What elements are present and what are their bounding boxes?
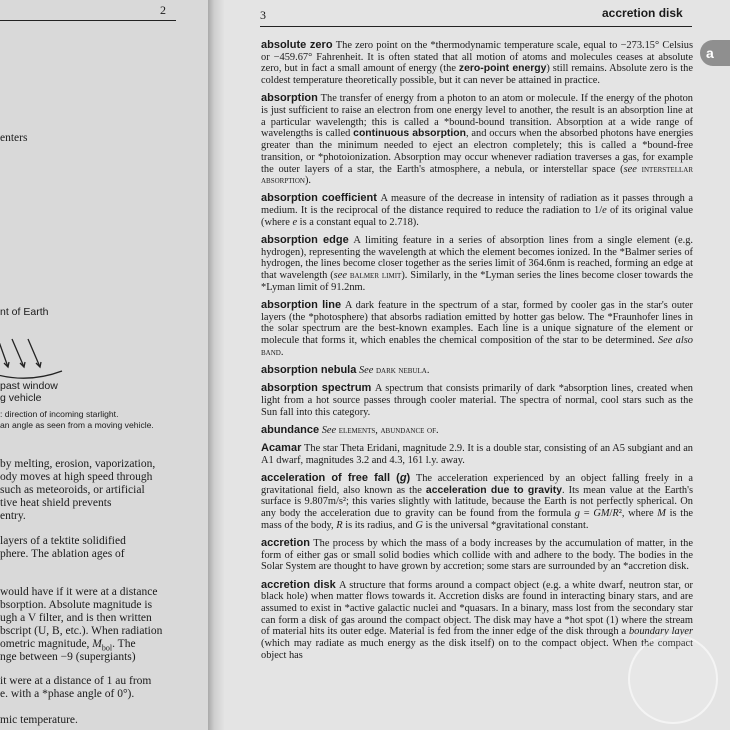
entry-absorption [261,93,693,187]
left-page-number: 2 [160,3,166,17]
left-header-rule [0,20,176,21]
entry-abundance [261,425,693,437]
left-page [0,0,208,730]
entry-definition: The transfer of energy from a photon to an atom or molecule. If the energy of the photon is just sufficient to raise an electron from one energy level to another, the result is an absorption line at a particular wavelength; this is called a *bound-bound transition. Absorption at a wide range of wavelengths is called continuous absorption, and occurs when the absorbed photons have energies greater than the minimum needed to eject an electron completely; this is called a *bound-free transition, or *photoionization. Absorption may occur whenever radiation traverses a gas, for example the outer layers of a star, the Earth's atmosphere, a nebula, or interstellar space (see interstellar absorption). [261,93,693,187]
entry-headword: accretion disk [261,578,336,591]
left-text-line: ody moves at high speed through [0,471,153,483]
entry-absorption-edge [261,235,693,294]
entry-definition: A structure that forms around a compact object (e.g. a white dwarf, neutron star, or black hole) when matter flows towards it. Accretion disks are found in interacting binary stars, and are assumed to exist in *active galactic nuclei and *quasars. In a binary, mass lost from the secondary star can form a disk of gas around the compact object. The disk may have a *hot spot (1) where the stream of material hits its outer edge. Material is fed from the inner edge of the disk through a boundary layer (which may radiate as much energy as the disk itself) on to the compact object. When the compact object has [261,579,694,661]
entry-absorption-coefficient [261,193,693,228]
entry-headword: absorption edge [261,234,349,247]
left-text-line: : direction of incoming starlight. [0,409,119,419]
left-text-line: bscript (U, B, etc.). When radiation [0,625,163,637]
left-text-line: nge between −9 (supergiants) [0,651,136,663]
entry-definition: A measure of the decrease in intensity of radiation as it passes through a medium. It is the reciprocal of the distance required to reduce the radiation to 1/e of its original value (where e is a constant equal to 2.718). [261,193,693,228]
entry-headword: absorption [261,92,318,105]
entry-definition: See dark nebula. [358,365,430,377]
dictionary-entries [261,40,693,668]
left-text-line: it were at a distance of 1 au from [0,675,152,687]
entry-definition: The process by which the mass of a body increases by the accumulation of matter, in the form of either gas or small solid bodies which collide with and adhere to the body. The bodies in the Solar System are thought to have grown by accretion; some stars are surrounded by an *accretion disk. [261,538,693,573]
entry-headword: absorption line [261,299,342,312]
left-text-line: enters [0,132,28,144]
entry-headword: abundance [261,423,320,436]
entry-headword: Acamar [261,442,302,455]
entry-headword: absorption coefficient [261,192,377,205]
entry-absorption-nebula [261,365,693,377]
entry-accretion-disk [261,580,693,662]
right-header-rule [260,26,692,27]
entry-absolute-zero [261,40,693,87]
left-text-line: an angle as seen from a moving vehicle. [0,420,154,430]
left-text-line: entry. [0,510,26,522]
left-text-line: ometric magnitude, $M_{bol}$. The [0,638,136,653]
entry-definition: The zero point on the *thermodynamic temperature scale, equal to −273.15° Celsius or −459.67° Fahrenheit. It is often stated that all motion of atoms and molecules ceases at absolute zero, but in fact a small amount of energy (the zero-point energy) still remains. Absolute zero is the coldest temperature theoretically possible, but it can never be attained in practice. [261,40,693,87]
left-text-line: tive heat shield prevents [0,497,112,509]
left-text-line: ugh a V filter, and is then written [0,612,152,624]
entry-acceleration-of-free-fall [261,473,693,532]
left-text-line: mic temperature. [0,714,78,726]
entry-definition: The star Theta Eridani, magnitude 2.9. It is a double star, consisting of an A5 subgiant and an A1 dwarf, magnitudes 3.2 and 4.3, 161 l.y. away. [261,443,693,466]
entry-absorption-line [261,300,693,359]
entry-definition: A dark feature in the spectrum of a star, formed by cooler gas in the star's outer layers (the *photosphere) that absorbs radiation emitted by hotter gas below. The *Fraunhofer lines in the solar spectrum are the best-known examples. Each line is a unique signature of the element or molecule that forms it, which enables the chemical composition of the star to be determined. See also band. [261,300,693,358]
entry-headword: acceleration of free fall (g) [261,472,411,484]
left-text-line: past window [0,380,58,392]
entry-headword: absolute zero [261,39,333,51]
left-text-line: phere. The ablation ages of [0,548,125,560]
entry-definition: See elements, abundance of. [321,424,439,436]
watermark-stamp [628,634,718,724]
right-page [224,0,730,730]
entry-definition: A spectrum that consists primarily of dark *absorption lines, created when light from a hot source passes through cooler material. The spectra of normal, cool stars such as the Sun fall into this category. [261,383,693,418]
entry-headword: absorption nebula [261,364,357,377]
entry-headword: accretion [261,537,310,550]
entry-acamar [261,443,693,466]
entry-absorption-spectrum [261,383,693,418]
left-text-line: layers of a tektite solidified [0,535,126,547]
starlight-arrows-icon [0,335,70,383]
running-head: accretion disk [602,6,683,20]
left-text-line: such as meteoroids, or artificial [0,484,145,496]
left-text-line: would have if it were at a distance [0,586,158,598]
right-page-number: 3 [260,8,266,22]
entry-definition: A limiting feature in a series of absorption lines from a single element (e.g. hydrogen), representing the wavelength at which the element becomes ionized. In the *Balmer series of hydrogen, the lines become closer together as the series limit of 364.6nm is reached, forming an edge at that wavelength (see balmer limit). Similarly, in the *Lyman series the lines become closer towards the *Lyman limit of 91.2nm. [261,235,694,293]
thumb-index-tab: a [700,40,730,66]
left-text-line: nt of Earth [0,306,49,318]
entry-headword: absorption spectrum [261,382,372,395]
entry-accretion [261,538,693,573]
entry-definition: The acceleration experienced by an object falling freely in a gravitational field, also known as the acceleration due to gravity. Its mean value at the Earth's surface is 9.807m/s²; this varies slightly with latitude, because the Earth is not perfectly spherical. On any body the acceleration due to gravity can be found from the formula g = GM/R², where M is the mass of the body, R is its radius, and G is the universal *gravitational constant. [261,473,694,531]
book-gutter [208,0,224,730]
left-text-line: e. with a *phase angle of 0°). [0,688,135,700]
left-text-line: bsorption. Absolute magnitude is [0,599,153,611]
left-text-line: by melting, erosion, vaporization, [0,458,156,470]
left-text-line: g vehicle [0,392,42,404]
